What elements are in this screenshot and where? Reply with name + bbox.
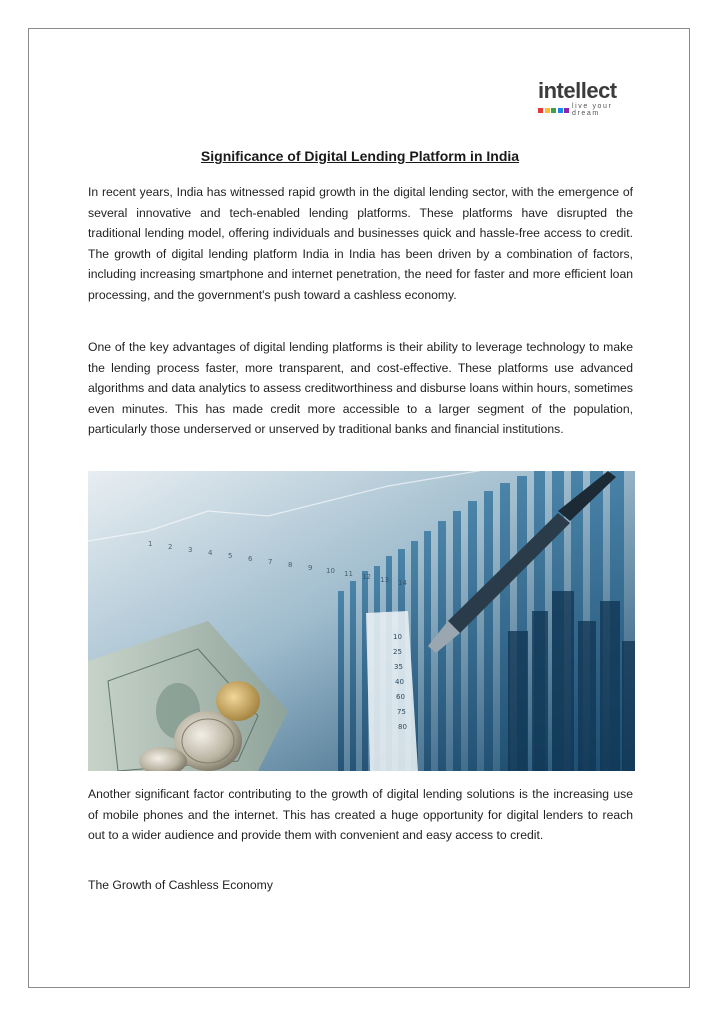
svg-text:2: 2 xyxy=(168,543,173,551)
logo-subline xyxy=(538,103,638,117)
svg-text:9: 9 xyxy=(308,564,313,572)
logo-square-blue xyxy=(558,108,563,113)
svg-text:7: 7 xyxy=(268,558,273,566)
logo-square-red xyxy=(538,108,543,113)
svg-text:40: 40 xyxy=(395,678,404,686)
finance-photo-illustration xyxy=(88,471,635,771)
svg-text:11: 11 xyxy=(344,570,353,578)
svg-text:35: 35 xyxy=(394,663,403,671)
logo-square-purple xyxy=(564,108,569,113)
svg-text:4: 4 xyxy=(208,549,213,557)
svg-text:75: 75 xyxy=(397,708,406,716)
section-subheading: The Growth of Cashless Economy xyxy=(88,878,273,892)
svg-text:25: 25 xyxy=(393,648,402,656)
logo-square-yellow xyxy=(545,108,550,113)
svg-text:13: 13 xyxy=(380,576,389,584)
svg-text:8: 8 xyxy=(288,561,293,569)
svg-text:10: 10 xyxy=(393,633,402,641)
svg-text:80: 80 xyxy=(398,723,407,731)
svg-text:60: 60 xyxy=(396,693,405,701)
logo-square-green xyxy=(551,108,556,113)
logo-wordmark: intellect xyxy=(538,78,617,103)
paragraph-mobile-growth: Another significant factor contributing to the growth of digital lending solutions is the increasing use of mobile phones and the internet. This has created a huge opportunity for digital lenders to reach out to a wider audience and provide them with convenient and easy access to credit. xyxy=(88,787,633,842)
svg-text:14: 14 xyxy=(398,579,407,587)
intellect-logo xyxy=(538,78,638,117)
svg-text:10: 10 xyxy=(326,567,335,575)
svg-text:6: 6 xyxy=(248,555,253,563)
logo-color-squares-icon xyxy=(538,108,569,113)
finance-chart-photo xyxy=(88,471,635,771)
svg-text:12: 12 xyxy=(362,573,371,581)
svg-text:5: 5 xyxy=(228,552,233,560)
paragraph-advantages: One of the key advantages of digital lending platforms is their ability to leverage technology to make the lending process faster, more transparent, and cost-effective. These platforms use advanced algorithms and data analytics to assess creditworthiness and disburse loans within hours, sometimes even minutes. This has made credit more accessible to a larger segment of the population, particularly those underserved or unserved by traditional banks and financial institutions. xyxy=(88,340,633,436)
paragraph-intro: In recent years, India has witnessed rapid growth in the digital lending sector, with the emergence of several innovative and tech-enabled lending platforms. These platforms have disrupted the traditional lending model, offering individuals and businesses quick and hassle-free access to credit. The growth of digital lending platform India in India has been driven by a combination of factors, including increasing smartphone and internet penetration, the need for faster and more efficient loan processing, and the government's push toward a cashless economy. xyxy=(88,185,633,302)
svg-text:1: 1 xyxy=(148,540,153,548)
logo-tagline: live your dream xyxy=(572,103,613,117)
article-title: Significance of Digital Lending Platform in India xyxy=(200,148,520,164)
svg-text:3: 3 xyxy=(188,546,193,554)
